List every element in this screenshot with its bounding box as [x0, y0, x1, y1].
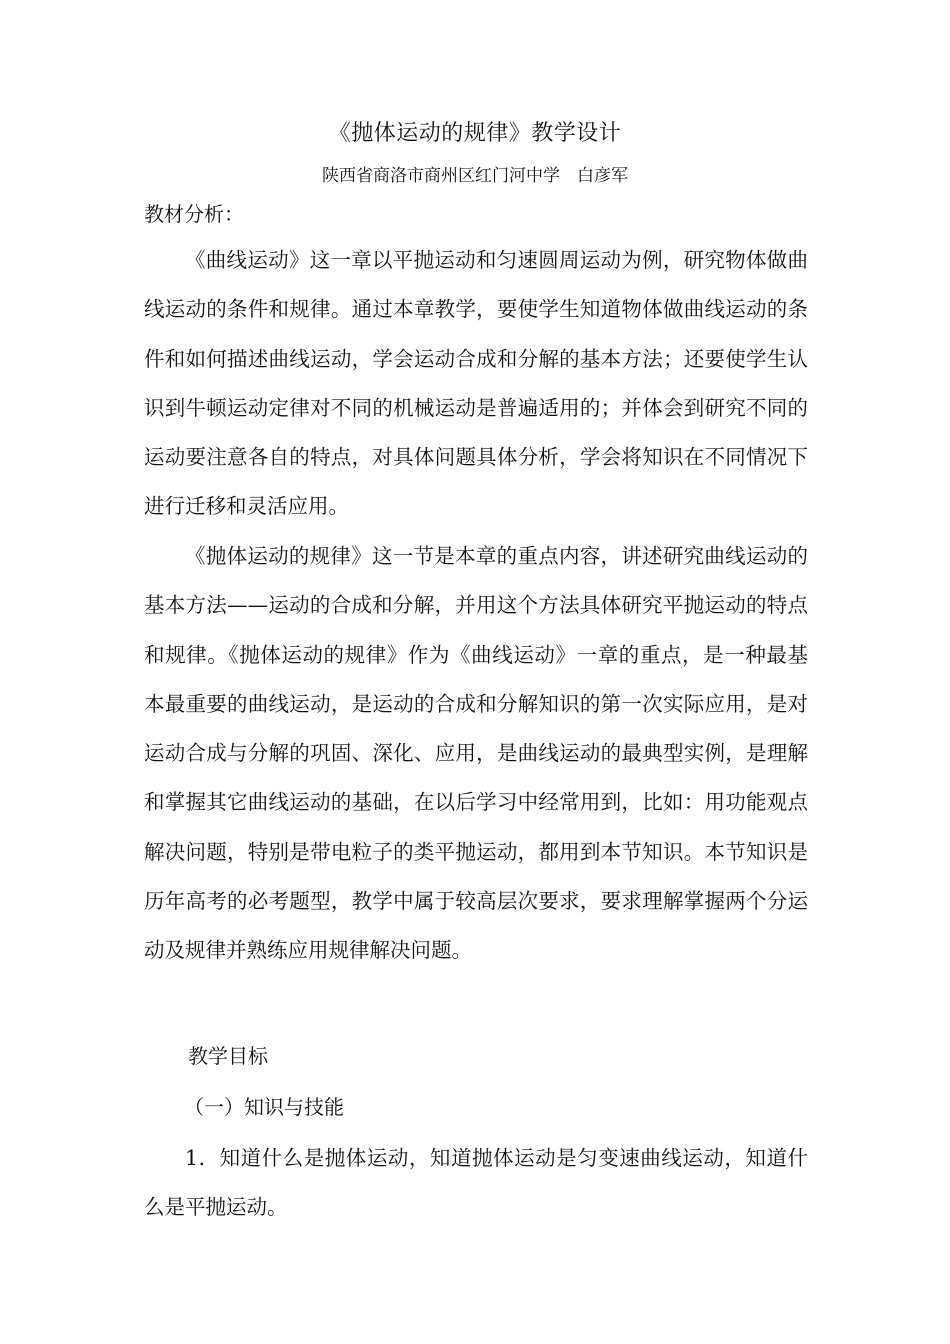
goal-item-1: 1．知道什么是抛体运动，知道抛体运动是匀变速曲线运动，知道什么是平抛运动。	[144, 1146, 808, 1220]
author-line: 陕西省商洛市商州区红门河中学 白彦军	[322, 166, 628, 186]
paragraph-section-overview: 《抛体运动的规律》这一节是本章的重点内容，讲述研究曲线运动的基本方法——运动的合成和分解，并用这个方法具体研究平抛运动的特点和规律。《抛体运动的规律》作为《曲线运动》一章的重点，是一种最基本最重要的曲线运动，是运动的合成和分解知识的第一次实际应用，是对运动合成与分解的巩固、深化、应用，是曲线运动的最典型实例，是理解和掌握其它曲线运动的基础，在以后学习中经常用到，比如：用功能观点解决问题，特别是带电粒子的类平抛运动，都用到本节知识。本节知识是历年高考的必考题型，教学中属于较高层次要求，要求理解掌握两个分运动及规律并熟练应用规律解决问题。	[144, 544, 808, 963]
knowledge-skills-heading: （一）知识与技能	[184, 1095, 344, 1119]
document-title: 《抛体运动的规律》教学设计	[328, 121, 622, 146]
paragraph-chapter-overview: 《曲线运动》这一章以平抛运动和匀速圆周运动为例，研究物体做曲线运动的条件和规律。通过本章教学，要使学生知道物体做曲线运动的条件和如何描述曲线运动，学会运动合成和分解的基本方法；还要使学生认识到牛顿运动定律对不同的机械运动是普遍适用的；并体会到研究不同的运动要注意各自的特点，对具体问题具体分析，学会将知识在不同情况下进行迁移和灵活应用。	[144, 248, 808, 519]
section-label-textbook-analysis: 教材分析：	[144, 202, 244, 226]
teaching-goals-heading: 教学目标	[188, 1044, 268, 1068]
